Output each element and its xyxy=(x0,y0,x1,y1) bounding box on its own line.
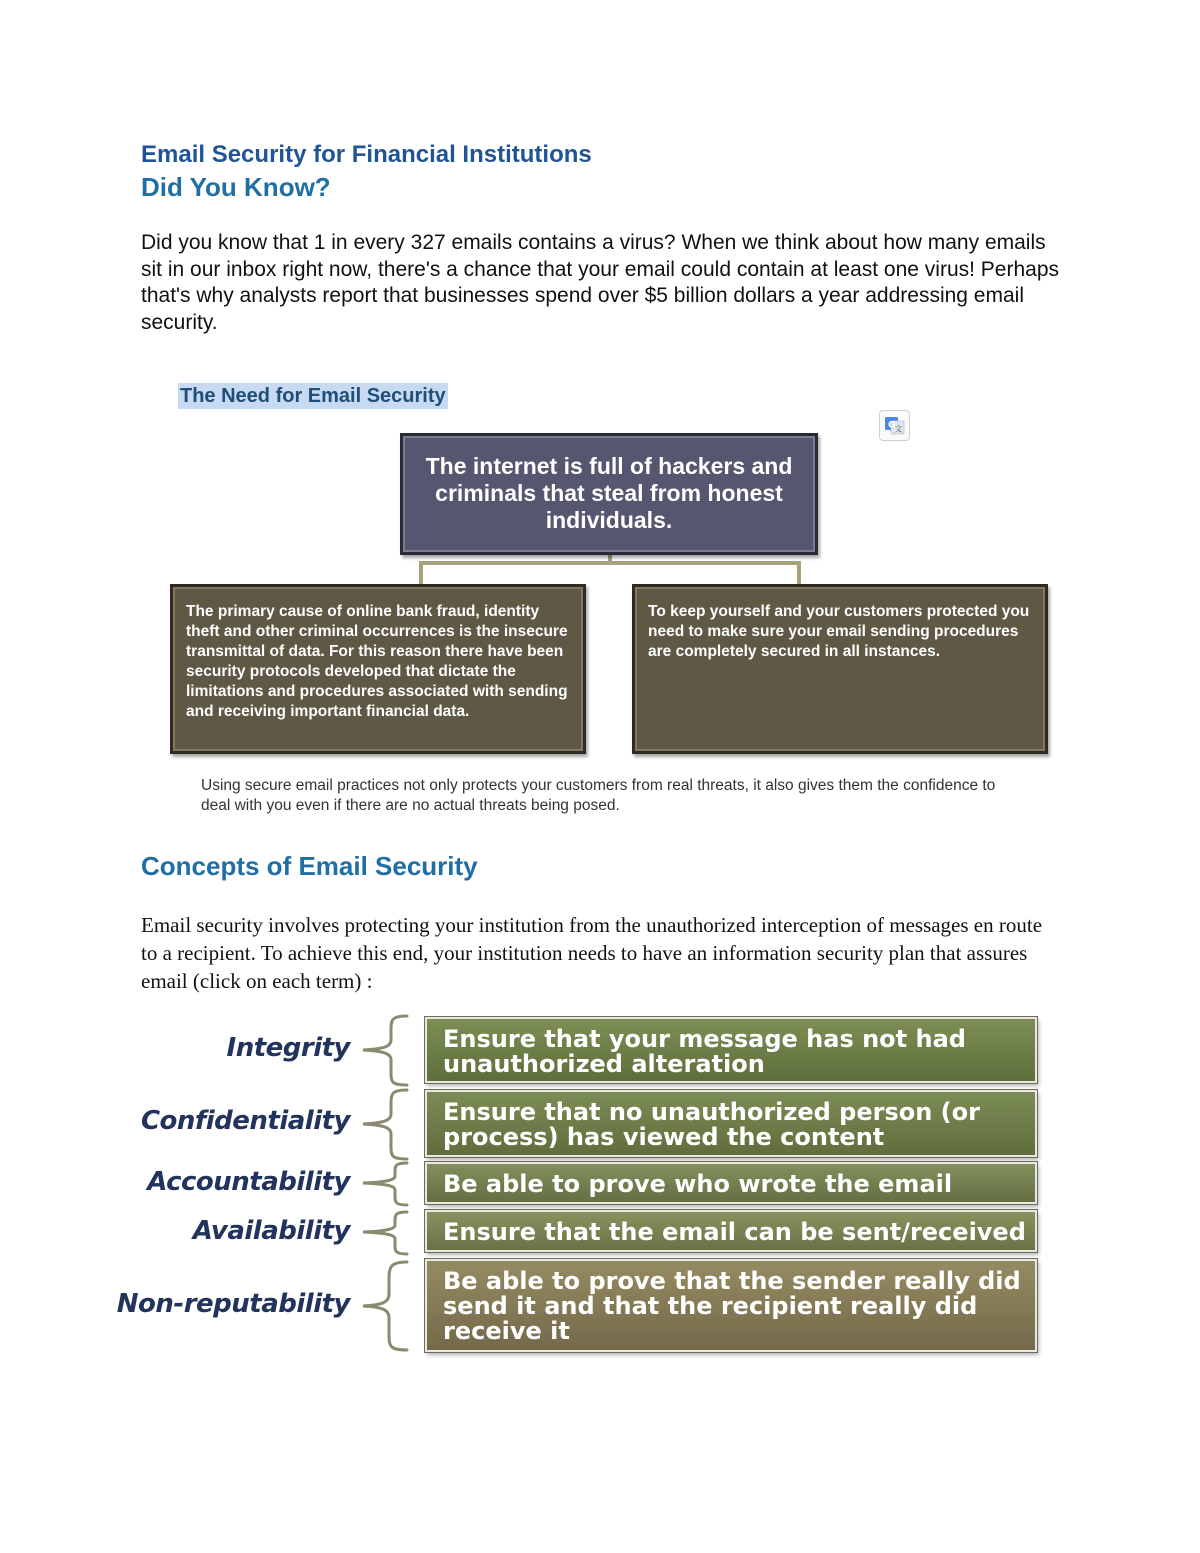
did-you-know-heading: Did You Know? xyxy=(141,172,331,202)
bank-fraud-cause-box: The primary cause of online bank fraud, identity theft and other criminal occurrences is the insecure transmittal of data. For this reason there have been security protocols developed that dictate the limitations and procedures associated with sending and receiving important financial data. xyxy=(170,584,586,754)
intro-paragraph: Did you know that 1 in every 327 emails contains a virus? When we think about how many emails sit in our inbox right now, there's a chance that your email could contain at least one virus! Perhaps that's why analysts report that businesses spend over $5 billion dollars a year addressing email security. xyxy=(141,231,1060,334)
concept-braces xyxy=(355,1010,425,1355)
svg-text:文: 文 xyxy=(894,424,903,434)
accountability-description: Be able to prove who wrote the email xyxy=(425,1162,1037,1204)
concepts-heading: Concepts of Email Security xyxy=(141,851,478,881)
term-availability[interactable]: Availability xyxy=(192,1216,350,1246)
concepts-paragraph: Email security involves protecting your institution from the unauthorized interception of messages en route to a recipient. To achieve this end, your institution needs to have an information security plan that assures email (click on each term) : xyxy=(141,913,1043,993)
internet-hackers-box: The internet is full of hackers and criminals that steal from honest individuals. xyxy=(400,433,818,555)
integrity-description: Ensure that your message has not had unauthorized alteration xyxy=(425,1017,1037,1083)
secure-practices-caption: Using secure email practices not only protects your customers from real threats, it also gives them the confidence to deal with you even if there are no actual threats being posed. xyxy=(201,777,996,814)
document-title: Email Security for Financial Institutions xyxy=(141,141,592,168)
keep-protected-box: To keep yourself and your customers protected you need to make sure your email sending procedures are completely secured in all instances. xyxy=(632,584,1048,754)
non-reputability-description: Be able to prove that the sender really did send it and that the recipient really did receive it xyxy=(425,1259,1037,1352)
term-accountability[interactable]: Accountability xyxy=(147,1167,350,1197)
availability-description: Ensure that the email can be sent/received xyxy=(425,1210,1037,1252)
confidentiality-description: Ensure that no unauthorized person (or process) has viewed the content xyxy=(425,1090,1037,1157)
term-integrity[interactable]: Integrity xyxy=(226,1033,350,1063)
term-confidentiality[interactable]: Confidentiality xyxy=(140,1106,350,1136)
svg-text:G: G xyxy=(888,420,896,431)
need-for-email-security-title: The Need for Email Security xyxy=(180,385,446,407)
term-non-reputability[interactable]: Non-reputability xyxy=(116,1289,350,1319)
